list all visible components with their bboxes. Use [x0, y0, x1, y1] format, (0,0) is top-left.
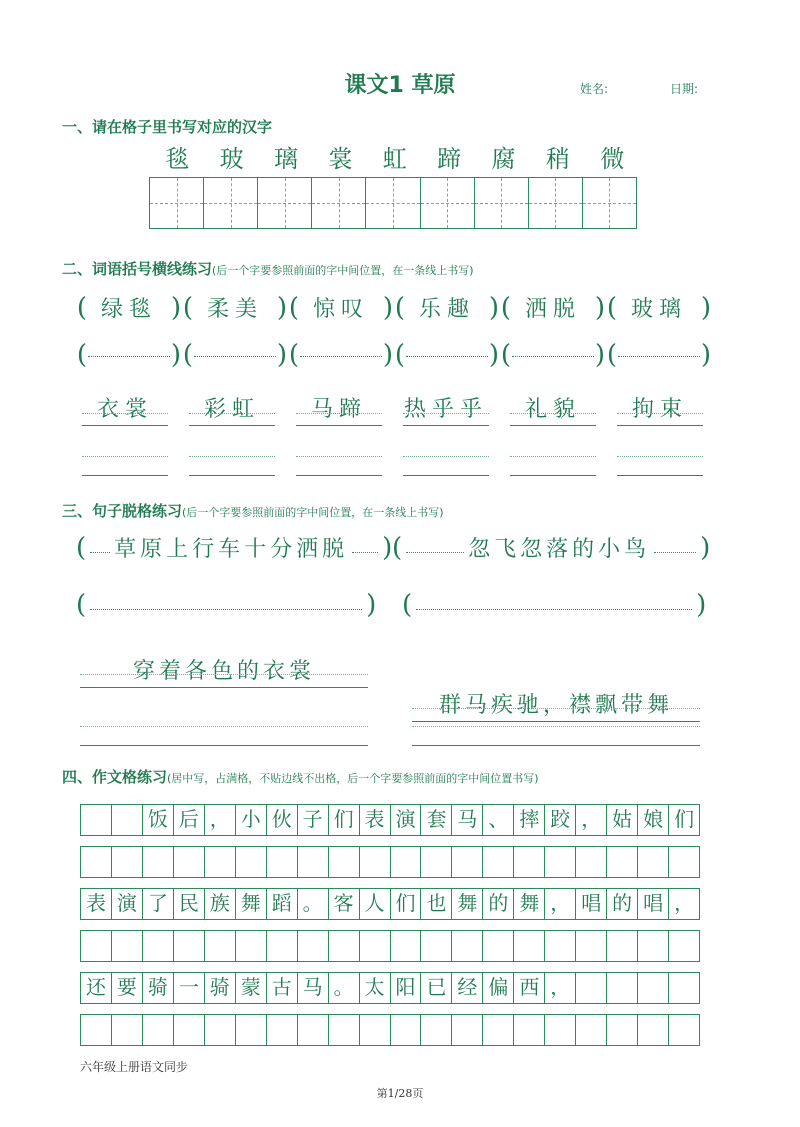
line-blank[interactable]: [296, 456, 382, 476]
essay-cell[interactable]: [81, 805, 112, 835]
line-word: 拘束: [617, 392, 703, 426]
essay-cell[interactable]: 。: [298, 889, 329, 919]
essay-cell[interactable]: [174, 931, 205, 961]
practice-char: 虹: [382, 145, 407, 173]
essay-cell[interactable]: 套: [421, 805, 452, 835]
essay-cell[interactable]: [267, 847, 298, 877]
section4-note: (居中写，占满格，不贴边线不出格，后一个字要参照前面的字中间位置书写): [167, 772, 539, 785]
essay-cell[interactable]: [576, 931, 607, 961]
essay-cell[interactable]: 一: [174, 973, 205, 1003]
essay-cell[interactable]: 表: [360, 805, 391, 835]
essay-cell[interactable]: [669, 931, 699, 961]
essay-cell[interactable]: [112, 931, 143, 961]
practice-char: 腐: [491, 145, 516, 173]
essay-cell[interactable]: [607, 847, 638, 877]
essay-cell[interactable]: 阳: [391, 973, 422, 1003]
practice-char: 蹄: [437, 145, 462, 173]
sentence-2: 忽飞忽落的小鸟: [468, 537, 651, 562]
essay-cell[interactable]: [360, 847, 391, 877]
essay-cell[interactable]: 姑: [607, 805, 638, 835]
essay-cell[interactable]: [205, 847, 236, 877]
essay-cell[interactable]: 骑: [205, 973, 236, 1003]
essay-cell[interactable]: [174, 1015, 205, 1045]
essay-cell[interactable]: 民: [174, 889, 205, 919]
essay-cell[interactable]: [143, 847, 174, 877]
essay-cell[interactable]: 族: [205, 889, 236, 919]
paren-word-text: 绿毯: [100, 297, 157, 322]
line-word: 礼貌: [510, 392, 596, 426]
essay-cell[interactable]: 的: [607, 889, 638, 919]
essay-cell[interactable]: ，: [545, 889, 576, 919]
essay-cell[interactable]: 、: [483, 805, 514, 835]
essay-cell[interactable]: 演: [391, 805, 422, 835]
essay-cell[interactable]: 小: [236, 805, 267, 835]
essay-cell[interactable]: 偏: [483, 973, 514, 1003]
essay-cell[interactable]: [483, 1015, 514, 1045]
essay-cell[interactable]: [391, 847, 422, 877]
essay-cell[interactable]: [576, 973, 607, 1003]
essay-cell[interactable]: 太: [360, 973, 391, 1003]
essay-cell[interactable]: [514, 1015, 545, 1045]
essay-cell[interactable]: [391, 931, 422, 961]
essay-cell[interactable]: 演: [112, 889, 143, 919]
essay-cell[interactable]: 子: [298, 805, 329, 835]
essay-cell[interactable]: 摔: [514, 805, 545, 835]
essay-cell[interactable]: 骑: [143, 973, 174, 1003]
paren-word: ( 玻璃 ): [606, 292, 712, 323]
line-word: 衣裳: [82, 392, 168, 426]
essay-cell[interactable]: ，: [674, 891, 695, 915]
essay-cell[interactable]: ，: [205, 805, 236, 835]
essay-cell[interactable]: 唱: [638, 889, 669, 919]
essay-cell[interactable]: 还: [81, 973, 112, 1003]
line-blank[interactable]: [189, 456, 275, 476]
paren-word: ( 乐趣 ): [394, 292, 500, 323]
essay-cell[interactable]: 西: [514, 973, 545, 1003]
essay-row: [80, 846, 700, 878]
essay-cell[interactable]: [81, 1015, 112, 1045]
essay-cell[interactable]: 们: [674, 807, 695, 831]
line-blank[interactable]: [403, 456, 489, 476]
essay-cell[interactable]: [452, 847, 483, 877]
essay-cell[interactable]: [483, 931, 514, 961]
paren-blank[interactable]: ( ): [288, 340, 394, 370]
tian-grid[interactable]: [149, 177, 637, 229]
paren-word: ( 绿毯 ): [76, 292, 182, 323]
essay-cell[interactable]: [452, 931, 483, 961]
essay-cell[interactable]: [360, 931, 391, 961]
essay-cell[interactable]: [607, 1015, 638, 1045]
tian-cell[interactable]: [204, 178, 258, 228]
essay-cell[interactable]: [81, 847, 112, 877]
line-blank[interactable]: [617, 456, 703, 476]
sentence-line-2: 群马疾驰，襟飘带舞: [412, 688, 700, 722]
essay-cell[interactable]: 舞: [452, 889, 483, 919]
essay-cell[interactable]: [669, 847, 699, 877]
essay-cell[interactable]: 经: [452, 973, 483, 1003]
section2-heading: [62, 258, 474, 279]
essay-cell[interactable]: [514, 847, 545, 877]
essay-cell[interactable]: [421, 1015, 452, 1045]
line-blank-row: [82, 456, 703, 476]
sentence-paren-1: ( 草原上行车十分洒脱 ): [76, 532, 393, 563]
essay-cell[interactable]: [112, 805, 143, 835]
essay-cell[interactable]: 马: [298, 973, 329, 1003]
sentence-line-1: 穿着各色的衣裳: [80, 654, 368, 688]
essay-cell[interactable]: ，: [576, 805, 607, 835]
paren-word-text: 柔美: [206, 297, 263, 322]
line-word-row: [82, 392, 703, 426]
essay-cell[interactable]: [545, 931, 576, 961]
essay-cell[interactable]: [669, 1015, 699, 1045]
essay-cell[interactable]: [576, 847, 607, 877]
practice-char: 裳: [328, 145, 353, 173]
paren-word-text: 玻璃: [630, 297, 687, 322]
section1-heading: 一、请在格子里书写对应的汉字: [62, 118, 273, 136]
tian-cell[interactable]: [258, 178, 312, 228]
essay-cell[interactable]: 后: [174, 805, 205, 835]
paren-blank[interactable]: ( ): [76, 340, 182, 370]
essay-cell[interactable]: [545, 1015, 576, 1045]
section4-heading: [62, 766, 539, 787]
essay-cell[interactable]: 的: [483, 889, 514, 919]
essay-row: [80, 1014, 700, 1046]
practice-char: 玻: [219, 145, 244, 173]
essay-cell[interactable]: 娘: [638, 805, 669, 835]
section1-chars: [150, 142, 640, 176]
practice-char: 微: [600, 145, 625, 173]
tian-cell[interactable]: [529, 178, 583, 228]
tian-cell[interactable]: [312, 178, 366, 228]
essay-cell[interactable]: 蹈: [267, 889, 298, 919]
essay-cell[interactable]: 已: [421, 973, 452, 1003]
paren-word-text: 洒脱: [524, 297, 581, 322]
essay-cell[interactable]: [236, 931, 267, 961]
paren-blank-row: [76, 340, 712, 370]
essay-cell[interactable]: [607, 973, 638, 1003]
essay-cell[interactable]: [329, 931, 360, 961]
essay-cell[interactable]: 跤: [545, 805, 576, 835]
essay-cell[interactable]: [298, 1015, 329, 1045]
essay-cell[interactable]: 们: [391, 889, 422, 919]
essay-cell[interactable]: [638, 931, 669, 961]
footer-book: 六年级上册语文同步: [80, 1060, 189, 1074]
paren-word-text: 惊叹: [312, 297, 369, 322]
essay-row: [80, 804, 700, 836]
essay-cell[interactable]: [638, 973, 669, 1003]
essay-cell[interactable]: [669, 973, 699, 1003]
section3-note: (后一个字要参照前面的字中间位置，在一条线上书写): [182, 506, 444, 519]
date-label: 日期:: [670, 82, 699, 96]
line-word: 马蹄: [296, 392, 382, 426]
essay-cell[interactable]: 们: [329, 805, 360, 835]
essay-cell[interactable]: 也: [421, 889, 452, 919]
sentence-1: 草原上行车十分洒脱: [114, 537, 349, 562]
essay-row: [80, 930, 700, 962]
essay-cell[interactable]: [576, 1015, 607, 1045]
essay-cell[interactable]: [81, 931, 112, 961]
essay-cell[interactable]: [545, 847, 576, 877]
essay-cell[interactable]: [174, 847, 205, 877]
paren-word-text: 乐趣: [418, 297, 475, 322]
essay-row: [80, 972, 700, 1004]
essay-cell[interactable]: 了: [143, 889, 174, 919]
essay-cell[interactable]: [205, 1015, 236, 1045]
page-title: 课文1 草原: [344, 73, 456, 98]
paren-blank[interactable]: ( ): [394, 340, 500, 370]
essay-cell[interactable]: 马: [452, 805, 483, 835]
tian-cell[interactable]: [583, 178, 636, 228]
essay-cell[interactable]: 。: [329, 973, 360, 1003]
paren-word-row: [76, 292, 712, 323]
essay-cell[interactable]: 蒙: [236, 973, 267, 1003]
essay-cell[interactable]: [298, 847, 329, 877]
sentence-blank-line-1[interactable]: [80, 726, 368, 746]
essay-cell[interactable]: [391, 1015, 422, 1045]
section4-title: 四、作文格练习: [62, 768, 168, 786]
essay-cell[interactable]: [607, 931, 638, 961]
paren-word: ( 柔美 ): [182, 292, 288, 323]
essay-cell[interactable]: 要: [112, 973, 143, 1003]
essay-cell[interactable]: 客: [329, 889, 360, 919]
page-number: 第1/28页: [376, 1087, 424, 1100]
essay-cell[interactable]: [421, 931, 452, 961]
essay-cell[interactable]: [638, 847, 669, 877]
essay-cell[interactable]: [112, 847, 143, 877]
essay-cell[interactable]: 古: [267, 973, 298, 1003]
practice-char: 毯: [165, 145, 190, 173]
section2-note: (后一个字要参照前面的字中间位置，在一条线上书写): [212, 264, 474, 277]
tian-cell[interactable]: [475, 178, 529, 228]
essay-cell[interactable]: 伙: [267, 805, 298, 835]
essay-cell[interactable]: [236, 847, 267, 877]
essay-cell[interactable]: 人: [360, 889, 391, 919]
tian-cell[interactable]: [150, 178, 204, 228]
essay-cell[interactable]: [143, 1015, 174, 1045]
essay-cell[interactable]: [267, 1015, 298, 1045]
paren-blank[interactable]: ( ): [182, 340, 288, 370]
sentence-blank-1[interactable]: ( ): [76, 590, 377, 620]
essay-cell[interactable]: 舞: [236, 889, 267, 919]
sentence-blank-2[interactable]: ( ): [402, 590, 707, 620]
tian-cell[interactable]: [366, 178, 420, 228]
sentence-paren-2: ( 忽飞忽落的小鸟 ): [392, 532, 711, 563]
essay-cell[interactable]: [360, 1015, 391, 1045]
practice-char: 稍: [545, 145, 570, 173]
line-word: 彩虹: [189, 392, 275, 426]
essay-cell[interactable]: [143, 931, 174, 961]
practice-char: 璃: [273, 145, 298, 173]
essay-cell[interactable]: [421, 847, 452, 877]
essay-cell[interactable]: [483, 847, 514, 877]
essay-cell[interactable]: [298, 931, 329, 961]
name-label: 姓名:: [580, 82, 609, 96]
essay-row: [80, 888, 700, 920]
essay-cell[interactable]: [236, 1015, 267, 1045]
essay-cell[interactable]: 唱: [576, 889, 607, 919]
sentence-blank-line-2[interactable]: [412, 726, 700, 746]
tian-cell[interactable]: [421, 178, 475, 228]
paren-word: ( 洒脱 ): [500, 292, 606, 323]
essay-cell[interactable]: 表: [81, 889, 112, 919]
essay-cell[interactable]: [638, 1015, 669, 1045]
paren-blank[interactable]: ( ): [606, 340, 712, 370]
line-blank[interactable]: [82, 456, 168, 476]
essay-cell[interactable]: [514, 931, 545, 961]
essay-cell[interactable]: [112, 1015, 143, 1045]
essay-cell[interactable]: 舞: [514, 889, 545, 919]
line-word: 热乎乎: [403, 392, 489, 426]
paren-word: ( 惊叹 ): [288, 292, 394, 323]
section3-heading: [62, 500, 444, 521]
essay-cell[interactable]: [267, 931, 298, 961]
section3-title: 三、句子脱格练习: [62, 502, 183, 520]
essay-cell[interactable]: [452, 1015, 483, 1045]
paren-blank[interactable]: ( ): [500, 340, 606, 370]
essay-cell[interactable]: [205, 931, 236, 961]
essay-cell[interactable]: [329, 1015, 360, 1045]
section2-title: 二、词语括号横线练习: [62, 260, 213, 278]
line-blank[interactable]: [510, 456, 596, 476]
essay-cell[interactable]: 饭: [143, 805, 174, 835]
essay-cell[interactable]: [329, 847, 360, 877]
essay-cell[interactable]: ，: [545, 973, 576, 1003]
